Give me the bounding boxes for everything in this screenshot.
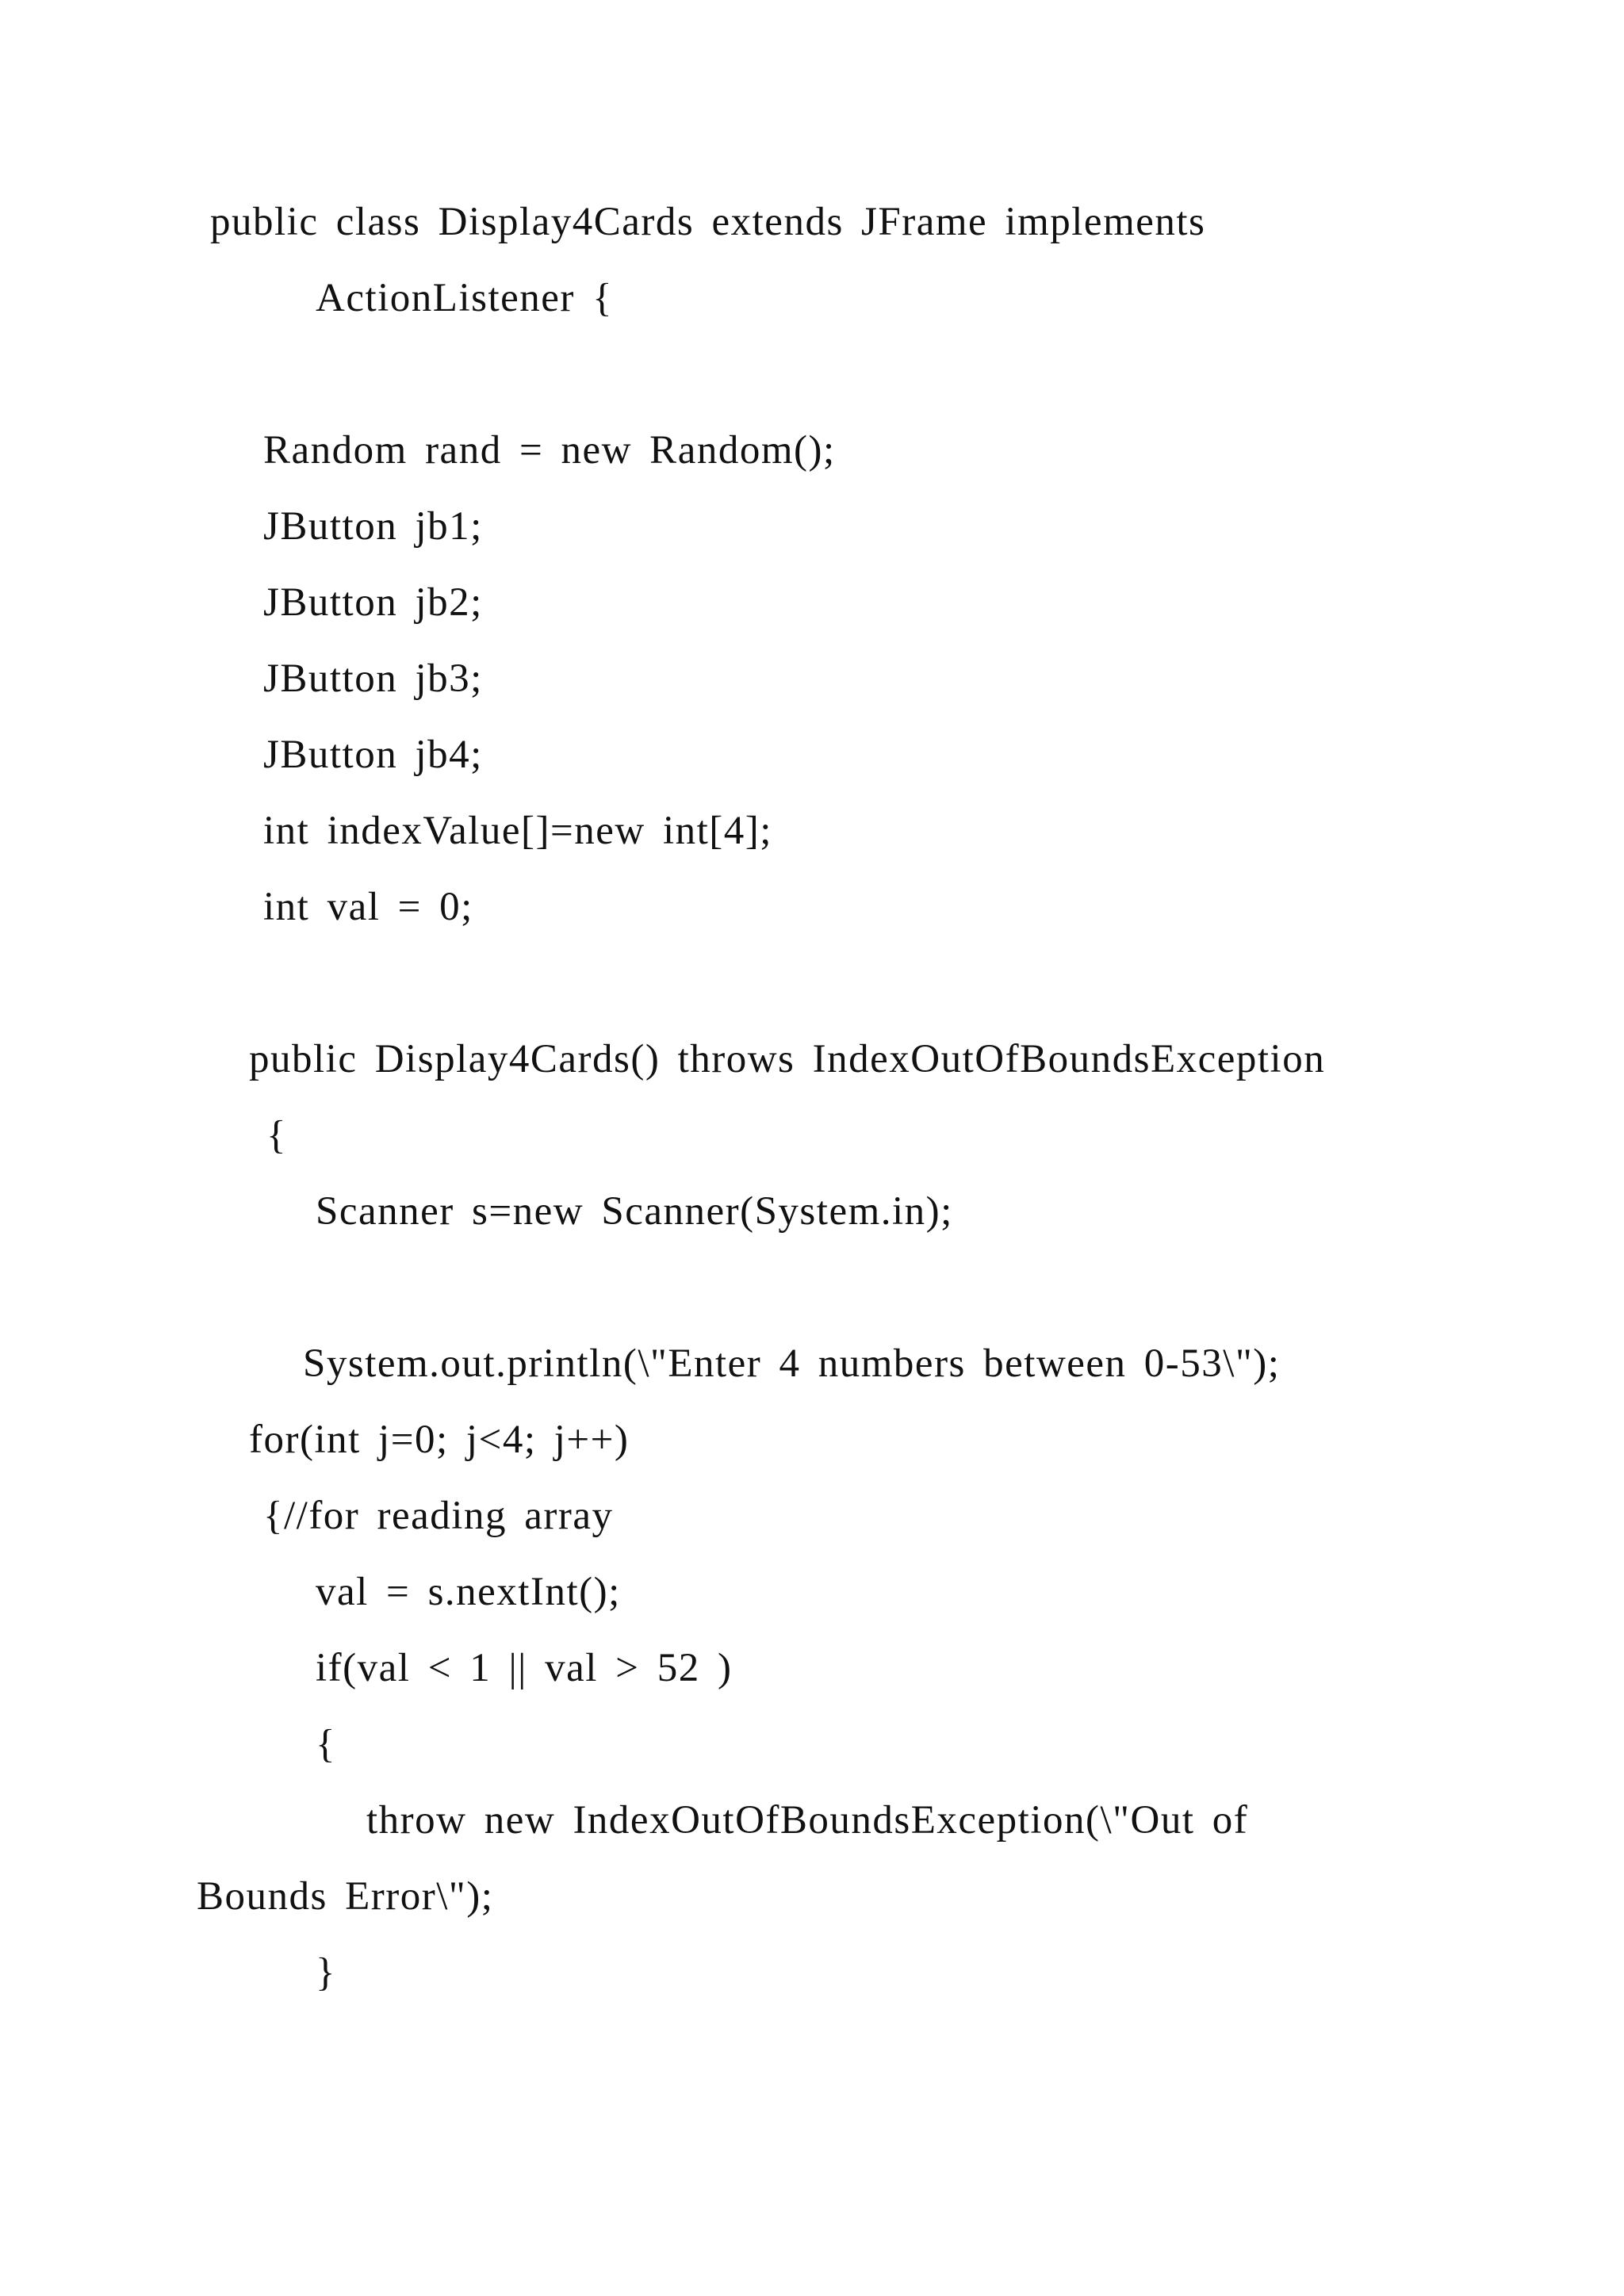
code-line-throw: throw new IndexOutOfBoundsException(\"Out of <box>366 1798 1249 1843</box>
code-line-val-field: int val = 0; <box>263 885 473 929</box>
code-line-read-int: val = s.nextInt(); <box>316 1570 621 1614</box>
code-line-class-declaration: public class Display4Cards extends JFrame implements <box>210 200 1206 244</box>
code-line-println: System.out.println(\"Enter 4 numbers between 0-53\"); <box>303 1341 1281 1386</box>
code-line-jb2-field: JButton jb2; <box>263 580 483 625</box>
code-line-random-field: Random rand = new Random(); <box>263 428 836 473</box>
code-line-loop-comment: {//for reading array <box>263 1494 614 1538</box>
code-line-constructor: public Display4Cards() throws IndexOutOfBoundsException <box>249 1037 1326 1081</box>
code-line-open-brace: { <box>266 1113 287 1158</box>
code-line-if-close-brace: } <box>316 1950 336 1995</box>
code-line-jb1-field: JButton jb1; <box>263 504 483 549</box>
code-line-jb4-field: JButton jb4; <box>263 733 483 777</box>
code-line-jb3-field: JButton jb3; <box>263 656 483 701</box>
code-line-for-loop: for(int j=0; j<4; j++) <box>249 1418 630 1462</box>
code-line-throw-continued: Bounds Error\"); <box>197 1874 494 1919</box>
code-line-implements: ActionListener { <box>316 276 614 320</box>
code-line-if-condition: if(val < 1 || val > 52 ) <box>316 1646 733 1690</box>
code-line-index-array: int indexValue[]=new int[4]; <box>263 809 772 853</box>
code-line-scanner: Scanner s=new Scanner(System.in); <box>316 1189 953 1234</box>
code-line-if-open-brace: { <box>316 1722 336 1766</box>
